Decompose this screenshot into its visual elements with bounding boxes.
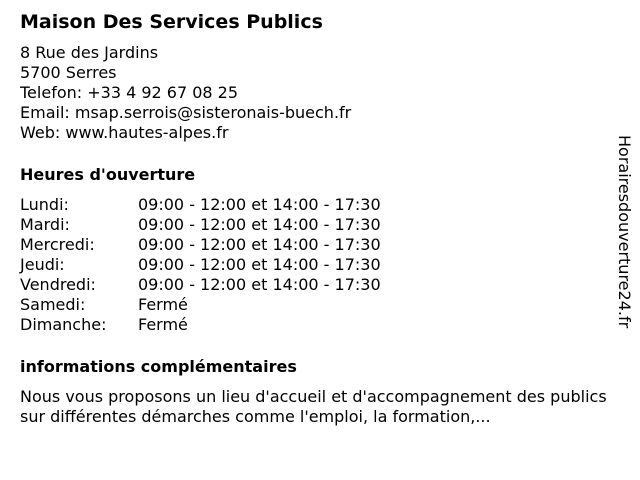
day-label: Vendredi: xyxy=(20,275,96,294)
additional-info-heading: informations complémentaires xyxy=(20,357,297,376)
day-label: Lundi: xyxy=(20,195,69,214)
business-card xyxy=(20,9,610,427)
hours-row-friday xyxy=(20,275,610,295)
time-value: Fermé xyxy=(138,295,188,314)
time-value: 09:00 - 12:00 et 14:00 - 17:30 xyxy=(138,215,381,234)
time-value: 09:00 - 12:00 et 14:00 - 17:30 xyxy=(138,195,381,214)
opening-hours-heading: Heures d'ouverture xyxy=(20,165,196,184)
hours-row-tuesday xyxy=(20,215,610,235)
additional-info-text: Nous vous proposons un lieu d'accueil et d'accompagnement des publics sur différentes démarches comme l'emploi, la formation,... xyxy=(20,387,607,426)
hours-row-saturday xyxy=(20,295,610,315)
time-value: 09:00 - 12:00 et 14:00 - 17:30 xyxy=(138,275,381,294)
day-label: Mercredi: xyxy=(20,235,95,254)
day-label: Jeudi: xyxy=(20,255,65,274)
website: Web: www.hautes-alpes.fr xyxy=(20,123,229,142)
hours-row-thursday xyxy=(20,255,610,275)
day-label: Mardi: xyxy=(20,215,70,234)
day-label: Dimanche: xyxy=(20,315,107,334)
email-address: Email: msap.serrois@sisteronais-buech.fr xyxy=(20,103,352,122)
site-watermark: Horairesdouverture24.fr xyxy=(615,135,634,329)
hours-row-wednesday xyxy=(20,235,610,255)
address-city: 5700 Serres xyxy=(20,63,117,82)
hours-row-monday xyxy=(20,195,610,215)
address-street: 8 Rue des Jardins xyxy=(20,43,159,62)
phone-number: Telefon: +33 4 92 67 08 25 xyxy=(20,83,239,102)
time-value: 09:00 - 12:00 et 14:00 - 17:30 xyxy=(138,255,381,274)
time-value: Fermé xyxy=(138,315,188,334)
contact-block xyxy=(20,43,610,143)
hours-row-sunday xyxy=(20,315,610,335)
opening-hours-table xyxy=(20,195,610,335)
business-name: Maison Des Services Publics xyxy=(20,11,323,33)
time-value: 09:00 - 12:00 et 14:00 - 17:30 xyxy=(138,235,381,254)
day-label: Samedi: xyxy=(20,295,86,314)
